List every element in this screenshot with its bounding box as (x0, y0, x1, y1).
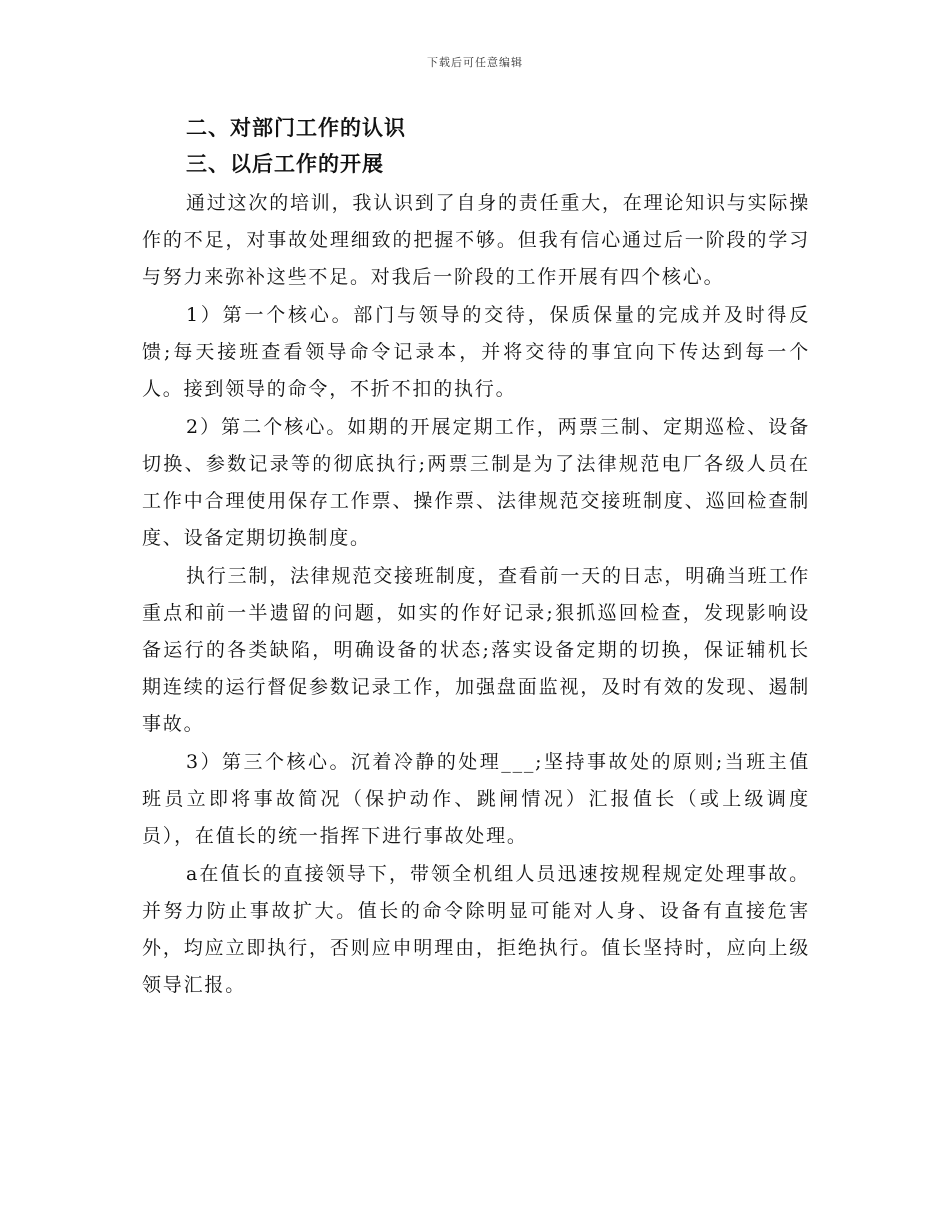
paragraph-core-2: 2）第二个核心。如期的开展定期工作，两票三制、定期巡检、设备切换、参数记录等的彻底执行;两票三制是为了法律规范电厂各级人员在工作中合理使用保存工作票、操作票、法律规范交接班制度、巡回检查制度、设备定期切换制度。 (142, 416, 810, 549)
paragraph-intro: 通过这次的培训，我认识到了自身的责任重大，在理论知识与实际操作的不足，对事故处理细致的把握不够。但我有信心通过后一阶段的学习与努力来弥补这些不足。对我后一阶段的工作开展有四个核心。 (142, 192, 811, 288)
paragraph-core-3: 3）第三个核心。沉着冷静的处理___;坚持事故处的原则;当班主值班员立即将事故简况（保护动作、跳闸情况）汇报值长（或上级调度员），在值长的统一指挥下进行事故处理。 (142, 751, 810, 847)
section-heading-3: 三、以后工作的开展 (186, 152, 384, 176)
page-header: 下载后可任意编辑 (427, 56, 523, 69)
document-body (142, 110, 810, 1005)
paragraph-three-systems: 执行三制，法律规范交接班制度，查看前一天的日志，明确当班工作重点和前一半遗留的问题，如实的作好记录;狠抓巡回检查，发现影响设备运行的各类缺陷，明确设备的状态;落实设备定期的切换，保证辅机长期连续的运行督促参数记录工作，加强盘面监视，及时有效的发现、遏制事故。 (142, 565, 811, 735)
paragraph-item-a: a在值长的直接领导下，带领全机组人员迅速按规程规定处理事故。并努力防止事故扩大。值长的命令除明显可能对人身、设备有直接危害外，均应立即执行，否则应申明理由，拒绝执行。值长坚持时，应向上级领导汇报。 (142, 863, 810, 996)
section-heading-2: 二、对部门工作的认识 (186, 116, 406, 140)
paragraph-core-1: 1）第一个核心。部门与领导的交待，保质保量的完成并及时得反馈;每天接班查看领导命令记录本，并将交待的事宜向下传达到每一个人。接到领导的命令，不折不扣的执行。 (142, 304, 810, 400)
